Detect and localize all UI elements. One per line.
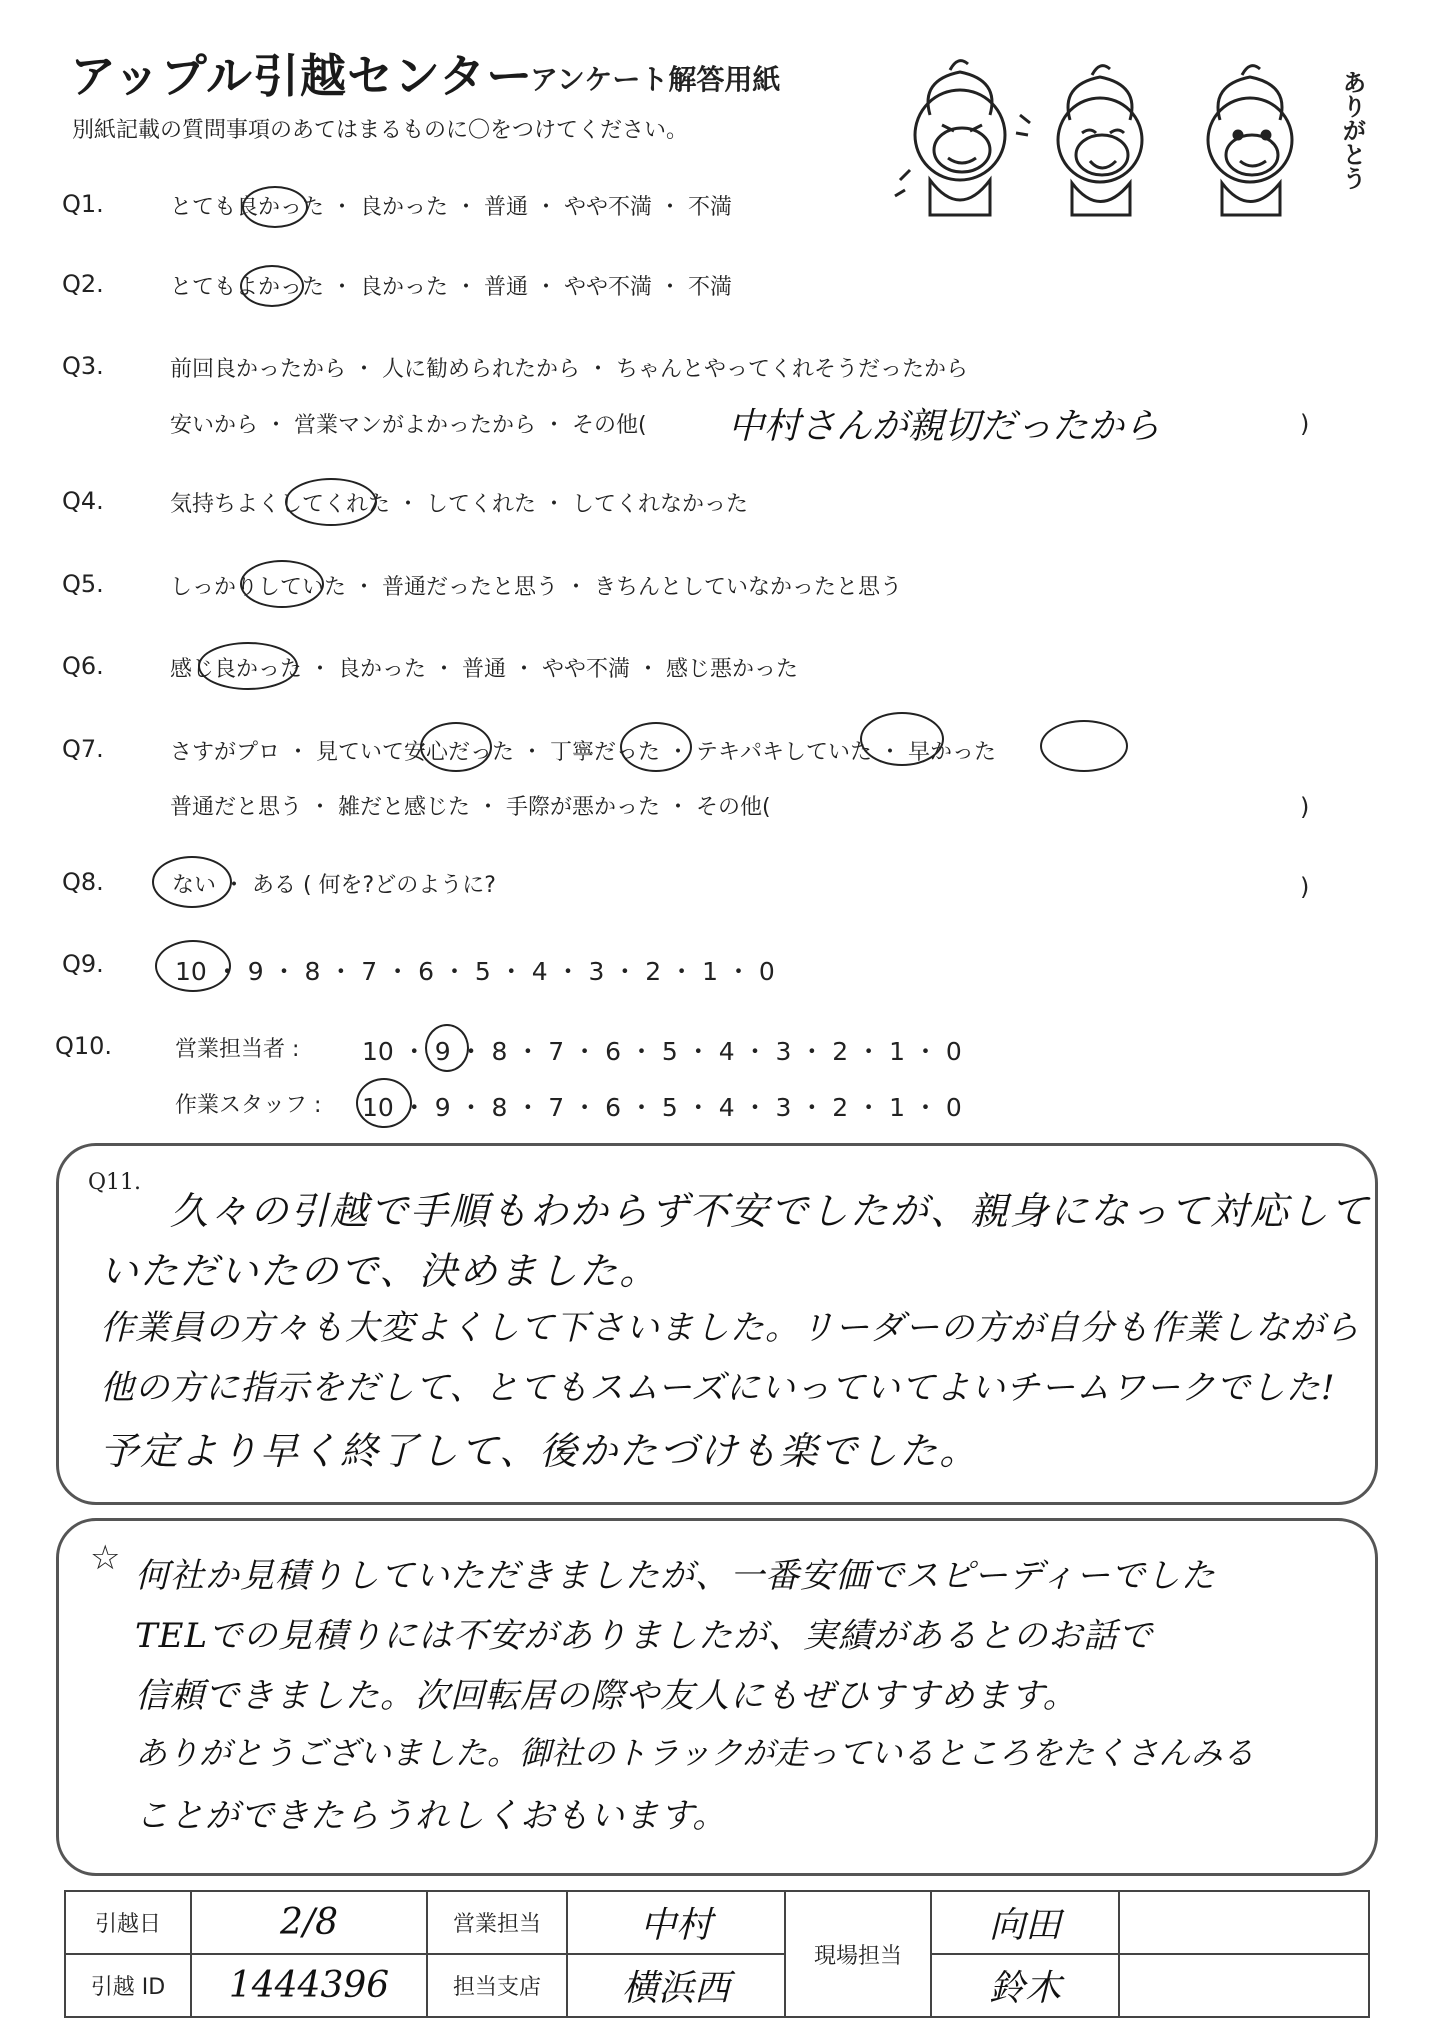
q8-label: Q8. xyxy=(62,868,104,896)
footer-empty-cell-1 xyxy=(1119,1891,1369,1954)
q10-staff-scale: 10 ・ 9 ・ 8 ・ 7 ・ 6 ・ 5 ・ 4 ・ 3 ・ 2 ・ 1 ・ 0 xyxy=(362,1093,962,1122)
form-title: アンケート解答用紙 xyxy=(530,63,781,96)
move-id-value xyxy=(191,1954,427,2017)
q4-label: Q4. xyxy=(62,487,104,515)
q7-label: Q7. xyxy=(62,735,104,763)
q7-answer-circle-1 xyxy=(420,722,492,772)
q6-answer-circle xyxy=(198,642,298,690)
site-manager-label: 現場担当 xyxy=(785,1891,931,2017)
q4-options: 気持ちよくしてくれた ・ してくれた ・ してくれなかった xyxy=(170,492,748,517)
footer-empty-cell-2 xyxy=(1119,1954,1369,2017)
q7-answer-circle-3 xyxy=(860,712,944,766)
q2-options: とてもよかった ・ 良かった ・ 普通 ・ やや不満 ・ 不満 xyxy=(170,275,732,300)
thanks-vertical-text: ありがとう xyxy=(1338,70,1366,190)
q5-options: しっかりしていた ・ 普通だったと思う ・ きちんとしていなかったと思う xyxy=(170,575,902,600)
comment-line-5: ことができたらうれしくおもいます。 xyxy=(135,1796,728,1836)
sales-rep-handwritten: 中村 xyxy=(639,1905,712,1946)
q7-options-line1: さすがプロ ・ 見ていて安心だった ・ 丁寧だった ・ テキパキしていた ・ 早かった xyxy=(170,740,996,765)
move-date-handwritten: 2/8 xyxy=(280,1902,338,1943)
comment-line-3: 信頼できました。次回転居の際や友人にもぜひすすめます。 xyxy=(135,1676,1078,1716)
q1-options: とても良かった ・ 良かった ・ 普通 ・ やや不満 ・ 不満 xyxy=(170,195,732,220)
move-id-label: 引越 ID xyxy=(65,1954,191,2017)
q8-close-paren: ) xyxy=(1300,873,1310,901)
q11-line-5: 予定より早く終了して、後かたづけも楽でした。 xyxy=(100,1429,980,1473)
site-manager-value-2 xyxy=(931,1954,1119,2017)
q7-answer-circle-4 xyxy=(1040,720,1128,772)
move-date-label: 引越日 xyxy=(65,1891,191,1954)
move-date-value xyxy=(191,1891,427,1954)
q11-line-1: 久々の引越で手順もわからず不安でしたが、親身になって対応して xyxy=(170,1189,1371,1233)
q3-close-paren: ) xyxy=(1300,410,1310,438)
q3-label: Q3. xyxy=(62,352,104,380)
q6-options: 感じ良かった ・ 良かった ・ 普通 ・ やや不満 ・ 感じ悪かった xyxy=(170,657,798,682)
mascot-angry-icon xyxy=(895,61,1005,215)
q5-answer-circle xyxy=(240,560,324,608)
comment-line-1: 何社か見積りしていただきましたが、一番安価でスピーディーでした xyxy=(135,1556,1216,1596)
mascot-laughing-icon xyxy=(1016,66,1142,215)
mascot-happy-icon xyxy=(1208,66,1292,215)
q9-scale: 10 ・ 9 ・ 8 ・ 7 ・ 6 ・ 5 ・ 4 ・ 3 ・ 2 ・ 1 ・ 0 xyxy=(175,957,775,986)
comment-line-2: TELでの見積りには不安がありましたが、実績があるとのお話で xyxy=(135,1616,1154,1656)
company-name: アップル引越センター xyxy=(70,49,534,103)
move-id-handwritten: 1444396 xyxy=(228,1965,390,2006)
comment-line-4: ありがとうございました。御社のトラックが走っているところをたくさんみる xyxy=(135,1734,1255,1772)
q11-line-3: 作業員の方々も大変よくして下さいました。リーダーの方が自分も作業しながら xyxy=(100,1308,1360,1348)
sales-rep-label: 営業担当 xyxy=(427,1891,567,1954)
q9-label: Q9. xyxy=(62,950,104,978)
q3-options-line2: 安いから ・ 営業マンがよかったから ・ その他( xyxy=(170,413,647,438)
branch-handwritten: 横浜西 xyxy=(621,1968,730,2009)
sales-rep-value xyxy=(567,1891,785,1954)
site-manager-handwritten-2: 鈴木 xyxy=(988,1968,1061,2009)
q7-close-paren: ) xyxy=(1300,793,1310,821)
q10-staff-label: 作業スタッフ : xyxy=(175,1093,322,1118)
q11-line-4: 他の方に指示をだして、とてもスムーズにいっていてよいチームワークでした! xyxy=(100,1368,1336,1408)
q9-answer-circle xyxy=(155,940,231,992)
q6-label: Q6. xyxy=(62,652,104,680)
q10-staff-answer-circle xyxy=(356,1078,412,1128)
q2-label: Q2. xyxy=(62,270,104,298)
star-icon: ☆ xyxy=(90,1538,121,1578)
site-manager-value-1 xyxy=(931,1891,1119,1954)
q1-answer-circle xyxy=(242,186,308,228)
mascot-illustration xyxy=(890,50,1370,240)
q4-answer-circle xyxy=(285,478,377,526)
q10-label: Q10. xyxy=(55,1032,113,1060)
q8-answer-circle xyxy=(152,856,232,908)
q10-sales-label: 営業担当者 : xyxy=(175,1037,300,1062)
q2-answer-circle xyxy=(240,265,304,307)
q8-options: ない ・ ある ( 何を?どのように? xyxy=(172,873,496,898)
site-manager-handwritten-1: 向田 xyxy=(988,1905,1061,1946)
q7-answer-circle-2 xyxy=(620,722,692,772)
branch-value xyxy=(567,1954,785,2017)
q10-sales-answer-circle xyxy=(425,1024,469,1072)
q5-label: Q5. xyxy=(62,570,104,598)
q11-label: Q11. xyxy=(88,1170,142,1195)
instruction-text: 別紙記載の質問事項のあてはまるものに〇をつけてください。 xyxy=(72,118,689,143)
q3-options-line1: 前回良かったから ・ 人に勧められたから ・ ちゃんとやってくれそうだったから xyxy=(170,357,968,382)
branch-label: 担当支店 xyxy=(427,1954,567,2017)
q7-options-line2: 普通だと思う ・ 雑だと感じた ・ 手際が悪かった ・ その他( xyxy=(170,795,771,820)
q3-other-answer: 中村さんが親切だったから xyxy=(728,406,1161,447)
q1-label: Q1. xyxy=(62,190,104,218)
q10-sales-scale: 10 ・ 9 ・ 8 ・ 7 ・ 6 ・ 5 ・ 4 ・ 3 ・ 2 ・ 1 ・ 0 xyxy=(362,1037,962,1066)
q11-line-2: いただいたので、決めました。 xyxy=(100,1249,660,1293)
footer-info-table xyxy=(64,1890,1370,2018)
